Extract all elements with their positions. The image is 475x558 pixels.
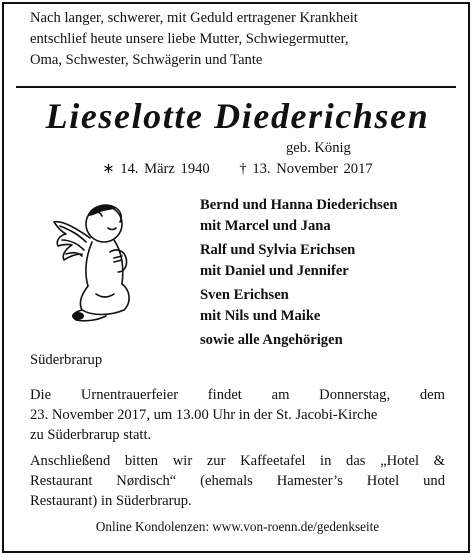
deceased-name: Lieselotte Diederichsen — [45, 96, 430, 136]
reception-text — [30, 451, 445, 511]
intro-line: entschlief heute unsere liebe Mutter, Schwiegermutter, — [30, 31, 349, 47]
mourner-line: Bernd und Hanna Diederichsen — [200, 197, 398, 213]
death-date: † 13. November 2017 — [239, 161, 373, 177]
life-dates — [0, 160, 475, 178]
top-divider — [16, 86, 456, 88]
reception-line: Restaurant Nørdisch“ (ehemals Hamester’s Hotel und — [30, 473, 445, 489]
birth-date: ∗ 14. März 1940 — [102, 161, 210, 177]
mourner-group — [200, 195, 397, 237]
mourner-line: mit Nils und Maike — [200, 308, 321, 324]
mourner-line: Ralf und Sylvia Erichsen — [200, 242, 356, 258]
mourner-line: mit Daniel und Jennifer — [200, 263, 349, 279]
mourner-group — [200, 285, 397, 327]
mourner-group — [200, 240, 397, 282]
intro-line: Oma, Schwester, Schwägerin und Tante — [30, 52, 263, 68]
mourner-line: Sven Erichsen — [200, 287, 289, 303]
mourners-list — [200, 195, 397, 354]
mourner-line: mit Marcel und Jana — [200, 218, 331, 234]
place-name: Süderbrarup — [30, 352, 103, 368]
mourner-group — [200, 330, 397, 351]
intro-line: Nach langer, schwerer, mit Geduld ertragener Krankheit — [30, 10, 358, 26]
maiden-name: geb. König — [286, 140, 351, 156]
reception-line: Anschließend bitten wir zur Kaffeetafel in das „Hotel & — [30, 453, 445, 469]
online-condolences: Online Kondolenzen: www.von-roenn.de/gedenkseite — [95, 519, 380, 534]
ceremony-line: Die Urnentrauerfeier findet am Donnerstag, dem — [30, 387, 445, 403]
mourner-line: sowie alle Angehörigen — [200, 332, 343, 348]
ceremony-line: 23. November 2017, um 13.00 Uhr in der St. Jacobi-Kirche — [30, 407, 378, 423]
ceremony-line: zu Süderbrarup statt. — [30, 427, 152, 443]
reception-line: Restaurant) in Süderbrarup. — [30, 493, 192, 509]
praying-angel-icon — [52, 198, 152, 326]
intro-text — [30, 8, 450, 71]
ceremony-text — [30, 385, 445, 445]
